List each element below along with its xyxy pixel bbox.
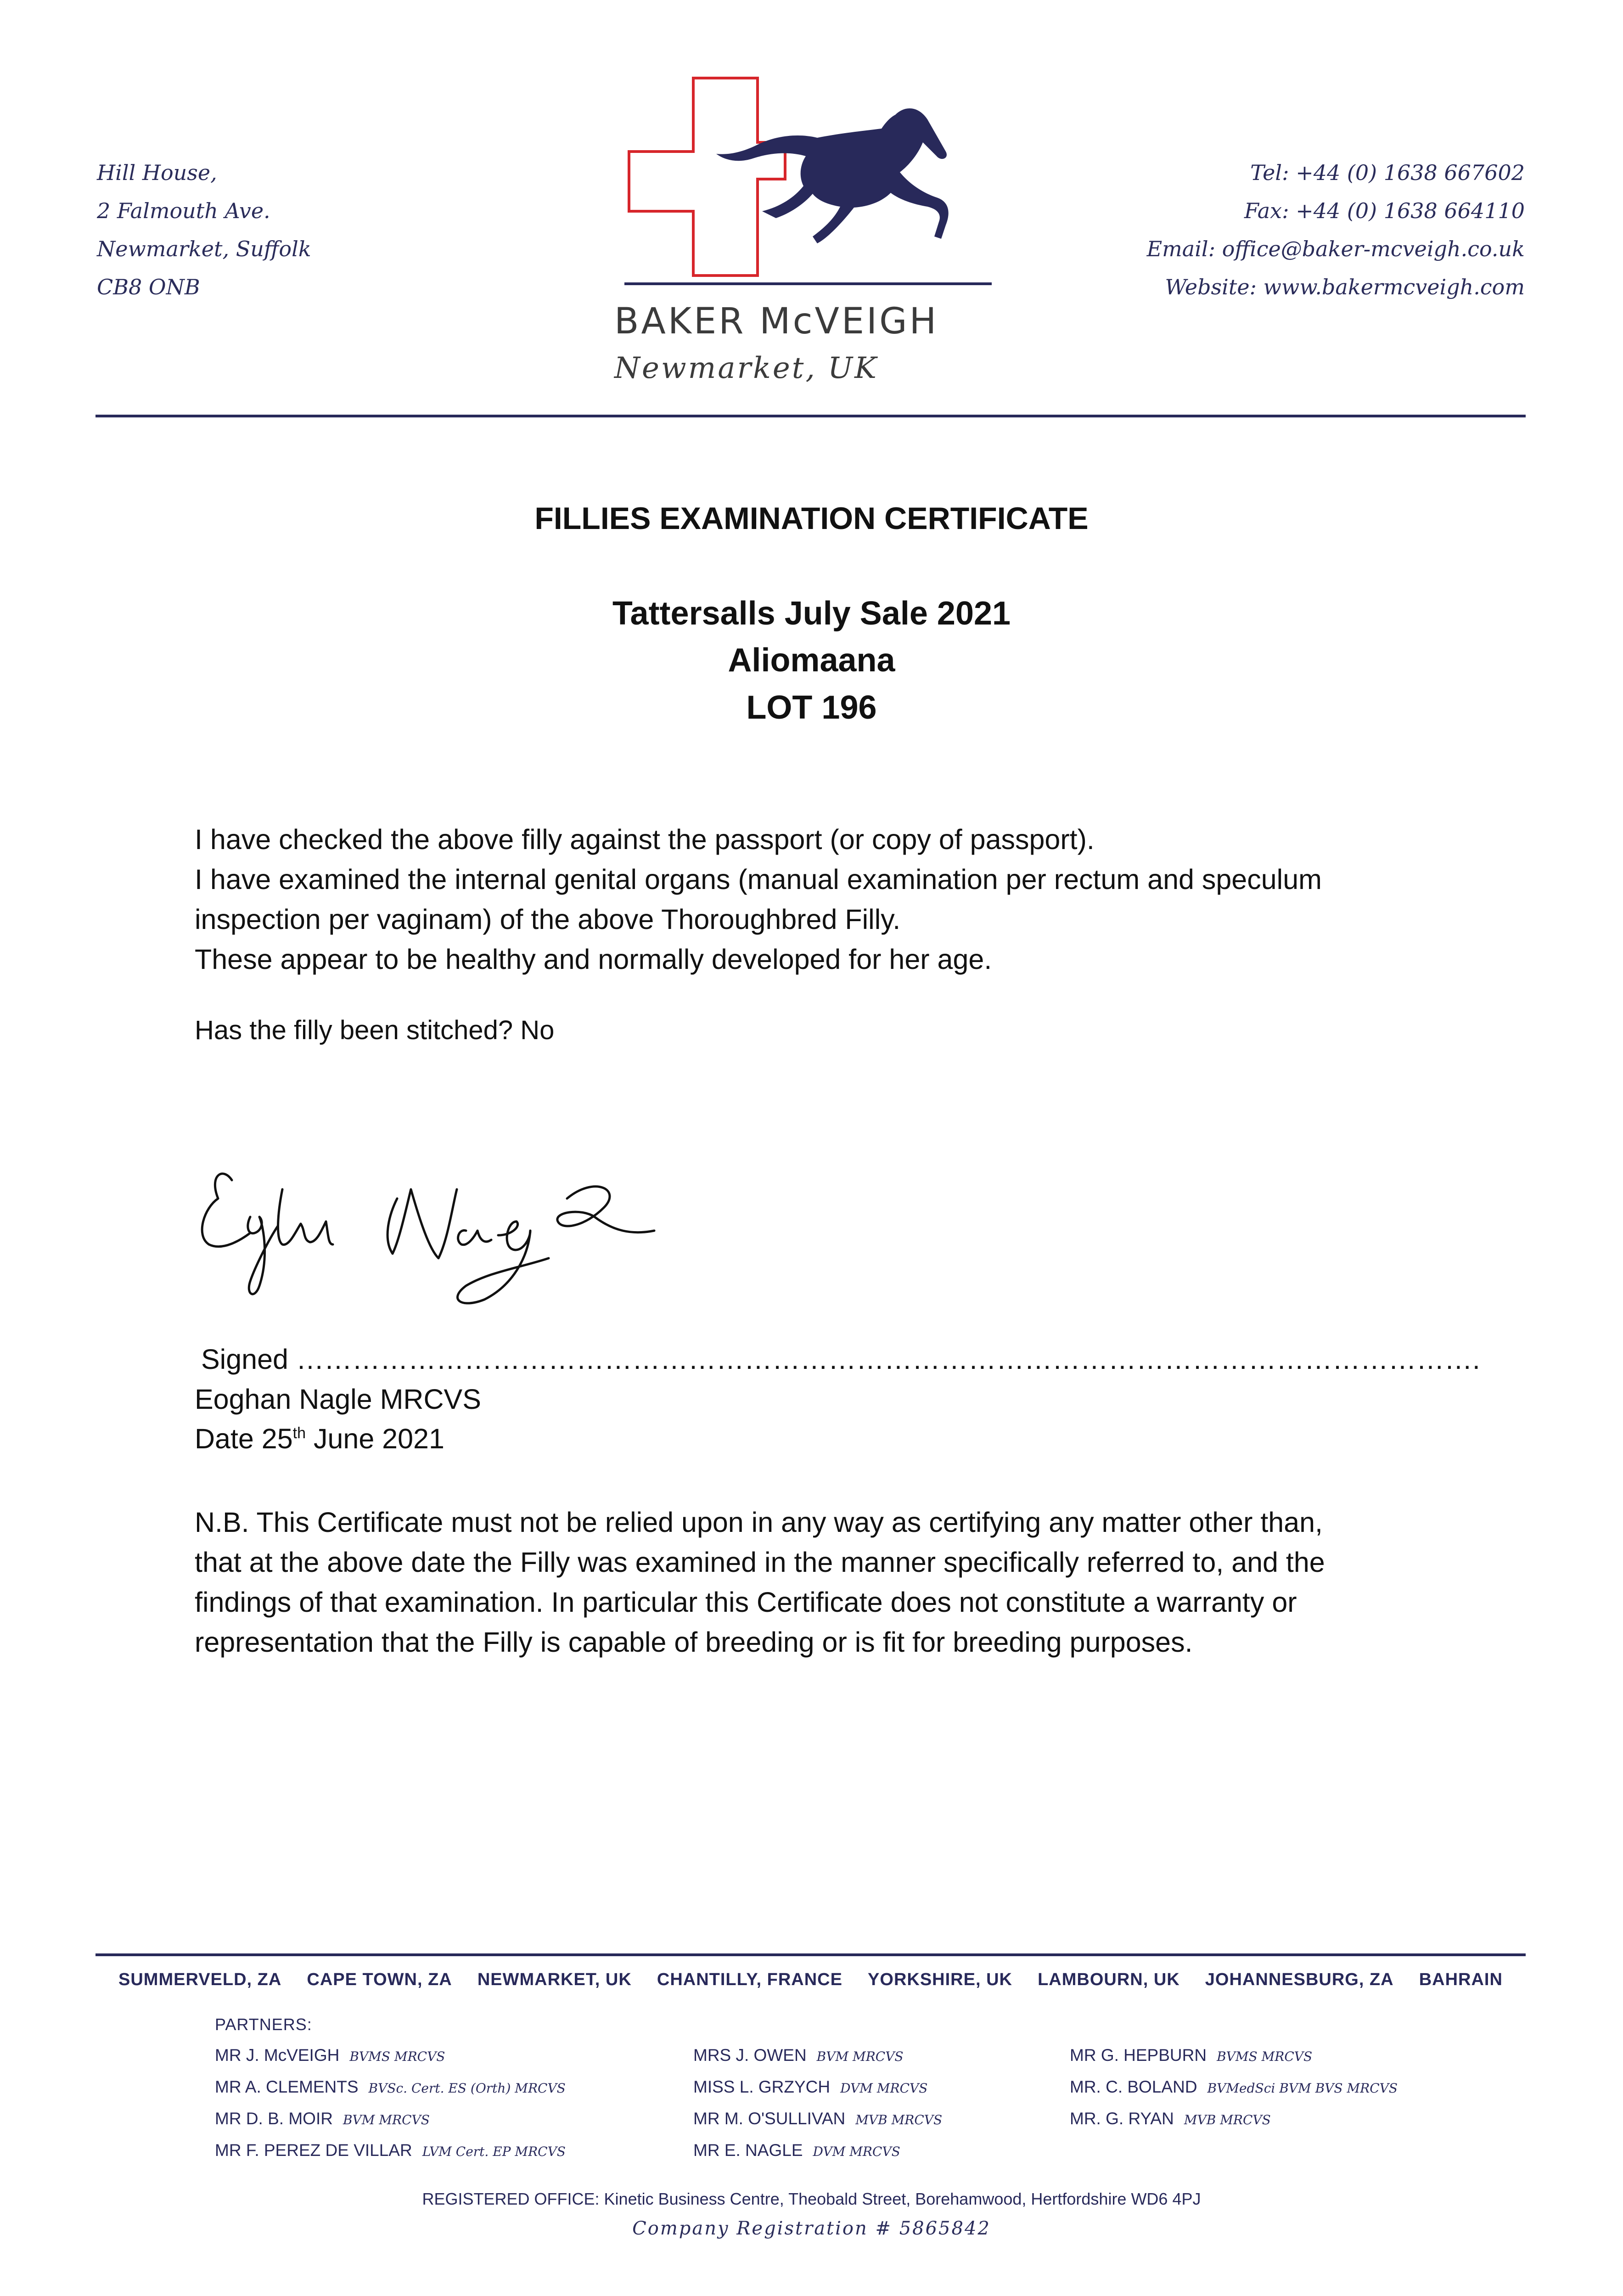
brand-location: Newmarket, UK [614, 351, 878, 385]
partner-qualification: BVM MRCVS [816, 2049, 904, 2064]
red-cross-icon [629, 78, 785, 276]
phone-line: Tel: +44 (0) 1638 667602 [1250, 160, 1525, 185]
certificate-title: FILLIES EXAMINATION CERTIFICATE [534, 501, 1089, 536]
office-locations [95, 1970, 1526, 1990]
sale-name: Tattersalls July Sale 2021 [612, 595, 1011, 632]
partner-name: MR J. McVEIGH [215, 2046, 340, 2065]
location-item: JOHANNESBURG, ZA [1205, 1970, 1394, 1989]
office-address [97, 154, 311, 306]
email-link[interactable]: Email: office@baker-mcveigh.co.uk [1146, 236, 1525, 261]
statement-line: I have examined the internal genital organs (manual examination per rectum and speculum [195, 864, 1322, 895]
disclaimer [195, 1503, 1325, 1662]
company-registration: Company Registration # 5865842 [632, 2218, 991, 2239]
location-item: NEWMARKET, UK [477, 1970, 632, 1989]
partners-column-1 [215, 2046, 566, 2172]
signed-line: Signed ………………………………………………………………………………………………………………. [201, 1344, 1480, 1375]
partner-entry [693, 2109, 942, 2141]
partner-name: MRS J. OWEN [693, 2046, 807, 2065]
date-ordinal: th [292, 1424, 306, 1442]
footer-divider [95, 1953, 1526, 1956]
partner-qualification: DVM MRCVS [840, 2081, 928, 2096]
partner-entry [215, 2046, 566, 2077]
partner-qualification: DVM MRCVS [813, 2144, 900, 2159]
partner-qualification: BVMedSci BVM BVS MRCVS [1207, 2081, 1398, 2096]
brand-name: BAKER McVEIGH [614, 301, 939, 342]
examination-statement [195, 820, 1322, 979]
partner-qualification: MVB MRCVS [1184, 2112, 1271, 2127]
partner-entry [215, 2141, 566, 2172]
website-link[interactable]: Website: www.bakermcveigh.com [1165, 275, 1525, 299]
registered-office: REGISTERED OFFICE: Kinetic Business Centre, Theobald Street, Borehamwood, Hertfordshire WD6 4PJ [422, 2189, 1201, 2208]
partner-qualification: BVSc. Cert. ES (Orth) MRCVS [368, 2081, 566, 2096]
header-divider [95, 415, 1526, 417]
partners-column-3 [1070, 2046, 1398, 2141]
date-day: Date 25 [195, 1423, 293, 1454]
partner-qualification: BVM MRCVS [343, 2112, 430, 2127]
galloping-horse-icon [716, 108, 949, 243]
partner-name: MR D. B. MOIR [215, 2109, 333, 2128]
stitched-question: Has the filly been stitched? No [195, 1015, 555, 1045]
partner-name: MR F. PEREZ DE VILLAR [215, 2141, 412, 2160]
company-logo [624, 73, 992, 289]
statement-line: I have checked the above filly against the passport (or copy of passport). [195, 824, 1095, 855]
address-line: 2 Falmouth Ave. [97, 198, 270, 223]
partner-name: MR. C. BOLAND [1070, 2077, 1197, 2096]
address-line: Newmarket, Suffolk [97, 236, 311, 261]
date-month-year: June 2021 [306, 1423, 444, 1454]
partner-entry [1070, 2077, 1398, 2109]
partner-entry [215, 2109, 566, 2141]
partner-entry [1070, 2046, 1398, 2077]
location-item: BAHRAIN [1419, 1970, 1503, 1989]
partner-name: MR M. O'SULLIVAN [693, 2109, 846, 2128]
horse-name: Aliomaana [728, 642, 895, 679]
location-item: CAPE TOWN, ZA [307, 1970, 452, 1989]
statement-line: These appear to be healthy and normally developed for her age. [195, 944, 992, 975]
location-item: CHANTILLY, FRANCE [657, 1970, 842, 1989]
statement-line: inspection per vaginam) of the above Thoroughbred Filly. [195, 904, 901, 935]
examination-date [195, 1423, 444, 1455]
disclaimer-line: representation that the Filly is capable of breeding or is fit for breeding purposes. [195, 1626, 1193, 1658]
partner-qualification: BVMS MRCVS [1217, 2049, 1313, 2064]
partner-name: MR A. CLEMENTS [215, 2077, 359, 2096]
partner-qualification: LVM Cert. EP MRCVS [422, 2144, 566, 2159]
lot-number: LOT 196 [746, 689, 877, 726]
location-item: LAMBOURN, UK [1038, 1970, 1180, 1989]
partner-name: MISS L. GRZYCH [693, 2077, 831, 2096]
disclaimer-line: findings of that examination. In particular this Certificate does not constitute a warranty or [195, 1587, 1297, 1618]
partner-qualification: BVMS MRCVS [349, 2049, 445, 2064]
disclaimer-line: that at the above date the Filly was examined in the manner specifically referred to, and the [195, 1547, 1325, 1578]
partner-name: MR G. HEPBURN [1070, 2046, 1207, 2065]
partner-entry [693, 2141, 942, 2172]
partners-column-2 [693, 2046, 942, 2172]
partner-entry [693, 2077, 942, 2109]
partner-name: MR E. NAGLE [693, 2141, 803, 2160]
signatory-name: Eoghan Nagle MRCVS [195, 1384, 481, 1415]
location-item: YORKSHIRE, UK [868, 1970, 1012, 1989]
partner-entry [693, 2046, 942, 2077]
contact-details [1147, 154, 1525, 306]
address-line: CB8 ONB [97, 275, 200, 299]
disclaimer-line: N.B. This Certificate must not be relied upon in any way as certifying any matter other than, [195, 1507, 1323, 1538]
partner-entry [1070, 2109, 1398, 2141]
partners-label: PARTNERS: [215, 2015, 312, 2034]
address-line: Hill House, [97, 160, 217, 185]
partner-name: MR. G. RYAN [1070, 2109, 1174, 2128]
partner-qualification: MVB MRCVS [855, 2112, 943, 2127]
fax-line: Fax: +44 (0) 1638 664110 [1244, 198, 1525, 223]
partner-entry [215, 2077, 566, 2109]
location-item: SUMMERVELD, ZA [118, 1970, 282, 1989]
handwritten-signature [191, 1148, 663, 1313]
